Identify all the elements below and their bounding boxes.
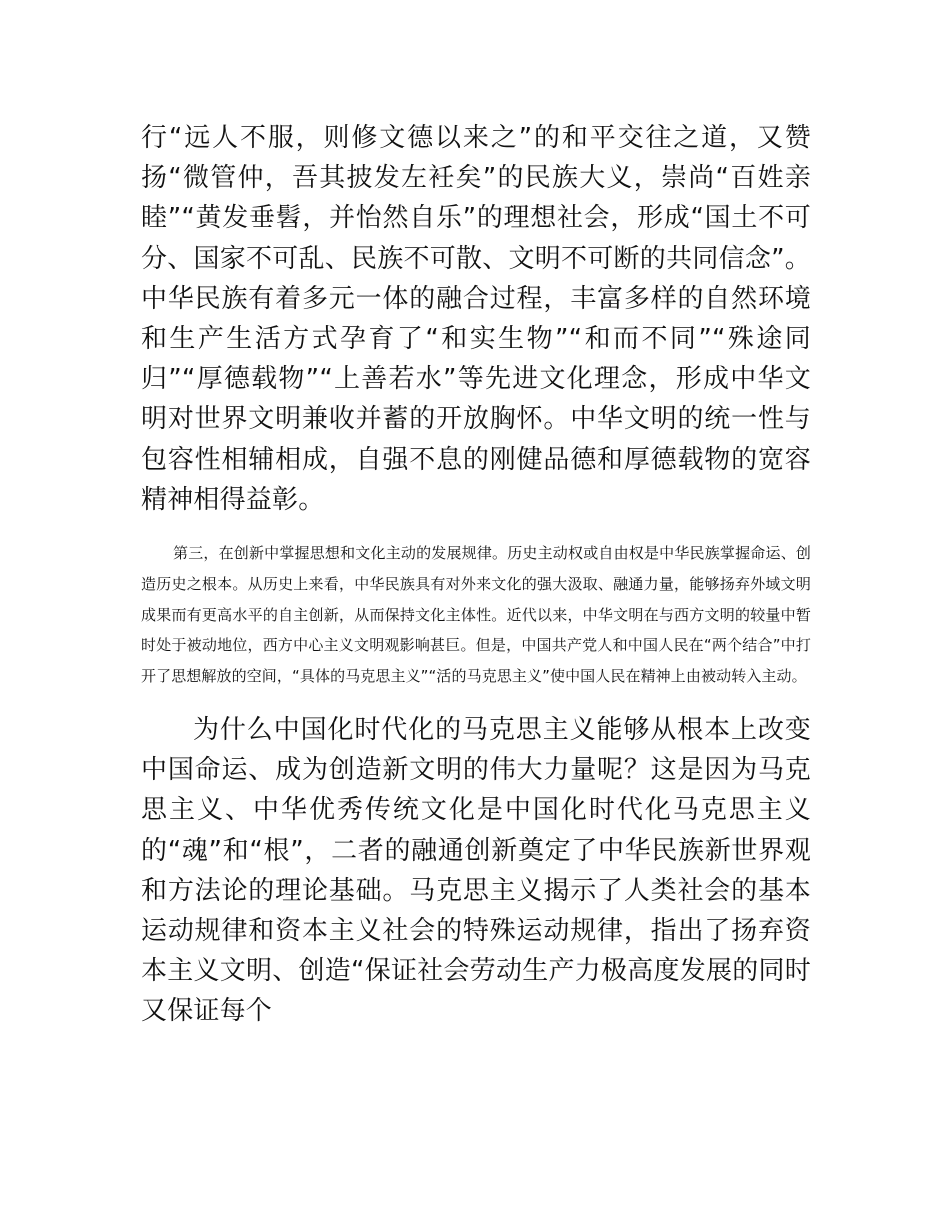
paragraph-third-point: 第三，在创新中掌握思想和文化主动的发展规律。历史主动权或自由权是中华民族掌握命运、创造历史之根本。从历史上来看，中华民族具有对外来文化的强大汲取、融通力量，能够扬弃外域文明成果而有更高水平的自主创新，从而保持文化主体性。近代以来，中华文明在与西方文明的较量中暂时处于被动地位，西方中心主义文明观影响甚巨。但是，中国共产党人和中国人民在“两个结合”中打开了思想解放的空间，“具体的马克思主义”“活的马克思主义”使中国人民在精神上由被动转入主动。: [141, 544, 811, 686]
paragraph-question: 为什么中国化时代化的马克思主义能够从根本上改变中国命运、成为创造新文明的伟大力量呢？这是因为马克思主义、中华优秀传统文化是中国化时代化马克思主义的“魂”和“根”，二者的融通创新奠定了中华民族新世界观和方法论的理论基础。马克思主义揭示了人类社会的基本运动规律和资本主义社会的特殊运动规律，指出了扬弃资本主义文明、创造“保证社会劳动生产力极高度发展的同时又保证每个: [141, 715, 811, 1027]
paragraph-continuation: 行“远人不服，则修文德以来之”的和平交往之道，又赞扬“微管仲，吾其披发左衽矣”的民族大义，崇尚“百姓亲睦”“黄发垂髫，并怡然自乐”的理想社会，形成“国土不可分、国家不可乱、民族不可散、文明不可断的共同信念”。中华民族有着多元一体的融合过程，丰富多样的自然环境和生产生活方式孕育了“和实生物”“和而不同”“殊途同归”“厚德载物”“上善若水”等先进文化理念，形成中华文明对世界文明兼收并蓄的开放胸怀。中华文明的统一性与包容性相辅相成，自强不息的刚健品德和厚德载物的宽容精神相得益彰。: [141, 123, 811, 515]
document-body: [141, 118, 811, 1032]
